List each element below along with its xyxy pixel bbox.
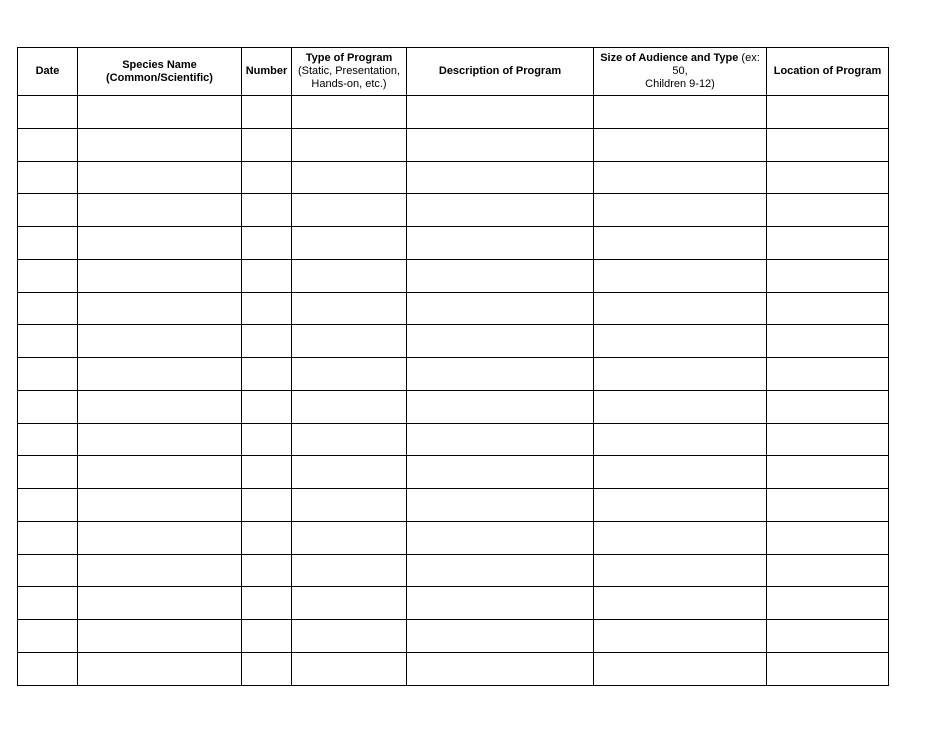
cell-description[interactable]	[407, 325, 594, 358]
cell-species-name[interactable]	[78, 620, 242, 653]
cell-type-of-program[interactable]	[292, 489, 407, 522]
cell-audience-size-type[interactable]	[594, 194, 767, 227]
cell-date[interactable]	[18, 489, 78, 522]
cell-species-name[interactable]	[78, 489, 242, 522]
cell-description[interactable]	[407, 620, 594, 653]
cell-audience-size-type[interactable]	[594, 128, 767, 161]
cell-audience-size-type[interactable]	[594, 96, 767, 129]
cell-description[interactable]	[407, 390, 594, 423]
cell-location[interactable]	[767, 521, 889, 554]
cell-number[interactable]	[242, 521, 292, 554]
cell-location[interactable]	[767, 620, 889, 653]
cell-type-of-program[interactable]	[292, 227, 407, 260]
cell-type-of-program[interactable]	[292, 587, 407, 620]
cell-date[interactable]	[18, 259, 78, 292]
cell-audience-size-type[interactable]	[594, 489, 767, 522]
cell-description[interactable]	[407, 456, 594, 489]
header-row	[18, 48, 889, 96]
cell-species-name[interactable]	[78, 259, 242, 292]
cell-location[interactable]	[767, 587, 889, 620]
table-row	[18, 620, 889, 653]
cell-number[interactable]	[242, 358, 292, 391]
cell-description[interactable]	[407, 96, 594, 129]
cell-species-name[interactable]	[78, 456, 242, 489]
cell-audience-size-type[interactable]	[594, 358, 767, 391]
cell-type-of-program[interactable]	[292, 96, 407, 129]
cell-number[interactable]	[242, 653, 292, 686]
cell-type-of-program[interactable]	[292, 456, 407, 489]
cell-species-name[interactable]	[78, 390, 242, 423]
cell-species-name[interactable]	[78, 358, 242, 391]
cell-location[interactable]	[767, 554, 889, 587]
cell-species-name[interactable]	[78, 292, 242, 325]
cell-number[interactable]	[242, 128, 292, 161]
cell-date[interactable]	[18, 358, 78, 391]
table-row	[18, 292, 889, 325]
cell-type-of-program[interactable]	[292, 423, 407, 456]
cell-number[interactable]	[242, 489, 292, 522]
cell-description[interactable]	[407, 358, 594, 391]
cell-number[interactable]	[242, 292, 292, 325]
cell-species-name[interactable]	[78, 96, 242, 129]
header-date: Date	[18, 48, 78, 96]
header-audience-size-type: Size of Audience and Type (ex: 50, Children 9-12)	[594, 48, 767, 96]
cell-number[interactable]	[242, 390, 292, 423]
header-species-name: Species Name (Common/Scientific)	[78, 48, 242, 96]
table-row	[18, 194, 889, 227]
cell-species-name[interactable]	[78, 194, 242, 227]
table-row	[18, 161, 889, 194]
cell-species-name[interactable]	[78, 325, 242, 358]
cell-audience-size-type[interactable]	[594, 554, 767, 587]
cell-type-of-program[interactable]	[292, 358, 407, 391]
cell-description[interactable]	[407, 227, 594, 260]
table-row	[18, 653, 889, 686]
cell-number[interactable]	[242, 96, 292, 129]
cell-audience-size-type[interactable]	[594, 456, 767, 489]
cell-number[interactable]	[242, 423, 292, 456]
cell-number[interactable]	[242, 554, 292, 587]
cell-audience-size-type[interactable]	[594, 259, 767, 292]
table-row	[18, 489, 889, 522]
cell-location[interactable]	[767, 259, 889, 292]
cell-type-of-program[interactable]	[292, 194, 407, 227]
cell-date[interactable]	[18, 521, 78, 554]
cell-description[interactable]	[407, 194, 594, 227]
cell-description[interactable]	[407, 489, 594, 522]
table-row	[18, 358, 889, 391]
cell-species-name[interactable]	[78, 128, 242, 161]
cell-number[interactable]	[242, 161, 292, 194]
cell-audience-size-type[interactable]	[594, 587, 767, 620]
table-row	[18, 390, 889, 423]
cell-location[interactable]	[767, 128, 889, 161]
cell-number[interactable]	[242, 587, 292, 620]
header-type-of-program: Type of Program (Static, Presentation, Hands-on, etc.)	[292, 48, 407, 96]
cell-location[interactable]	[767, 227, 889, 260]
cell-date[interactable]	[18, 390, 78, 423]
cell-description[interactable]	[407, 554, 594, 587]
cell-date[interactable]	[18, 423, 78, 456]
cell-species-name[interactable]	[78, 554, 242, 587]
cell-description[interactable]	[407, 653, 594, 686]
cell-type-of-program[interactable]	[292, 521, 407, 554]
cell-location[interactable]	[767, 456, 889, 489]
cell-type-of-program[interactable]	[292, 128, 407, 161]
cell-date[interactable]	[18, 653, 78, 686]
cell-audience-size-type[interactable]	[594, 423, 767, 456]
cell-date[interactable]	[18, 620, 78, 653]
cell-description[interactable]	[407, 128, 594, 161]
table-row	[18, 128, 889, 161]
cell-audience-size-type[interactable]	[594, 325, 767, 358]
cell-location[interactable]	[767, 292, 889, 325]
cell-date[interactable]	[18, 96, 78, 129]
cell-location[interactable]	[767, 96, 889, 129]
cell-location[interactable]	[767, 358, 889, 391]
cell-species-name[interactable]	[78, 423, 242, 456]
cell-description[interactable]	[407, 292, 594, 325]
cell-audience-size-type[interactable]	[594, 390, 767, 423]
cell-date[interactable]	[18, 587, 78, 620]
table-row	[18, 96, 889, 129]
cell-date[interactable]	[18, 325, 78, 358]
log-body	[18, 96, 889, 686]
table-row	[18, 227, 889, 260]
cell-location[interactable]	[767, 390, 889, 423]
header-number: Number	[242, 48, 292, 96]
cell-audience-size-type[interactable]	[594, 653, 767, 686]
cell-date[interactable]	[18, 292, 78, 325]
cell-audience-size-type[interactable]	[594, 161, 767, 194]
cell-date[interactable]	[18, 227, 78, 260]
cell-description[interactable]	[407, 521, 594, 554]
header-description: Description of Program	[407, 48, 594, 96]
cell-number[interactable]	[242, 325, 292, 358]
cell-date[interactable]	[18, 456, 78, 489]
table-row	[18, 554, 889, 587]
cell-type-of-program[interactable]	[292, 620, 407, 653]
cell-description[interactable]	[407, 161, 594, 194]
cell-type-of-program[interactable]	[292, 554, 407, 587]
table-row	[18, 423, 889, 456]
cell-type-of-program[interactable]	[292, 292, 407, 325]
cell-species-name[interactable]	[78, 587, 242, 620]
table-row	[18, 456, 889, 489]
cell-number[interactable]	[242, 456, 292, 489]
cell-location[interactable]	[767, 161, 889, 194]
table-row	[18, 325, 889, 358]
cell-date[interactable]	[18, 128, 78, 161]
cell-audience-size-type[interactable]	[594, 620, 767, 653]
cell-location[interactable]	[767, 489, 889, 522]
cell-location[interactable]	[767, 194, 889, 227]
cell-type-of-program[interactable]	[292, 161, 407, 194]
cell-description[interactable]	[407, 423, 594, 456]
cell-number[interactable]	[242, 227, 292, 260]
table-row	[18, 259, 889, 292]
cell-species-name[interactable]	[78, 521, 242, 554]
cell-date[interactable]	[18, 161, 78, 194]
cell-location[interactable]	[767, 653, 889, 686]
table-row	[18, 587, 889, 620]
cell-date[interactable]	[18, 554, 78, 587]
cell-location[interactable]	[767, 423, 889, 456]
cell-number[interactable]	[242, 194, 292, 227]
cell-type-of-program[interactable]	[292, 390, 407, 423]
header-location: Location of Program	[767, 48, 889, 96]
cell-audience-size-type[interactable]	[594, 292, 767, 325]
cell-species-name[interactable]	[78, 227, 242, 260]
cell-description[interactable]	[407, 587, 594, 620]
cell-audience-size-type[interactable]	[594, 521, 767, 554]
cell-species-name[interactable]	[78, 161, 242, 194]
cell-species-name[interactable]	[78, 653, 242, 686]
cell-audience-size-type[interactable]	[594, 227, 767, 260]
cell-number[interactable]	[242, 620, 292, 653]
program-log-table	[17, 47, 889, 686]
cell-type-of-program[interactable]	[292, 259, 407, 292]
cell-type-of-program[interactable]	[292, 325, 407, 358]
cell-description[interactable]	[407, 259, 594, 292]
table-row	[18, 521, 889, 554]
cell-number[interactable]	[242, 259, 292, 292]
cell-location[interactable]	[767, 325, 889, 358]
cell-type-of-program[interactable]	[292, 653, 407, 686]
cell-date[interactable]	[18, 194, 78, 227]
